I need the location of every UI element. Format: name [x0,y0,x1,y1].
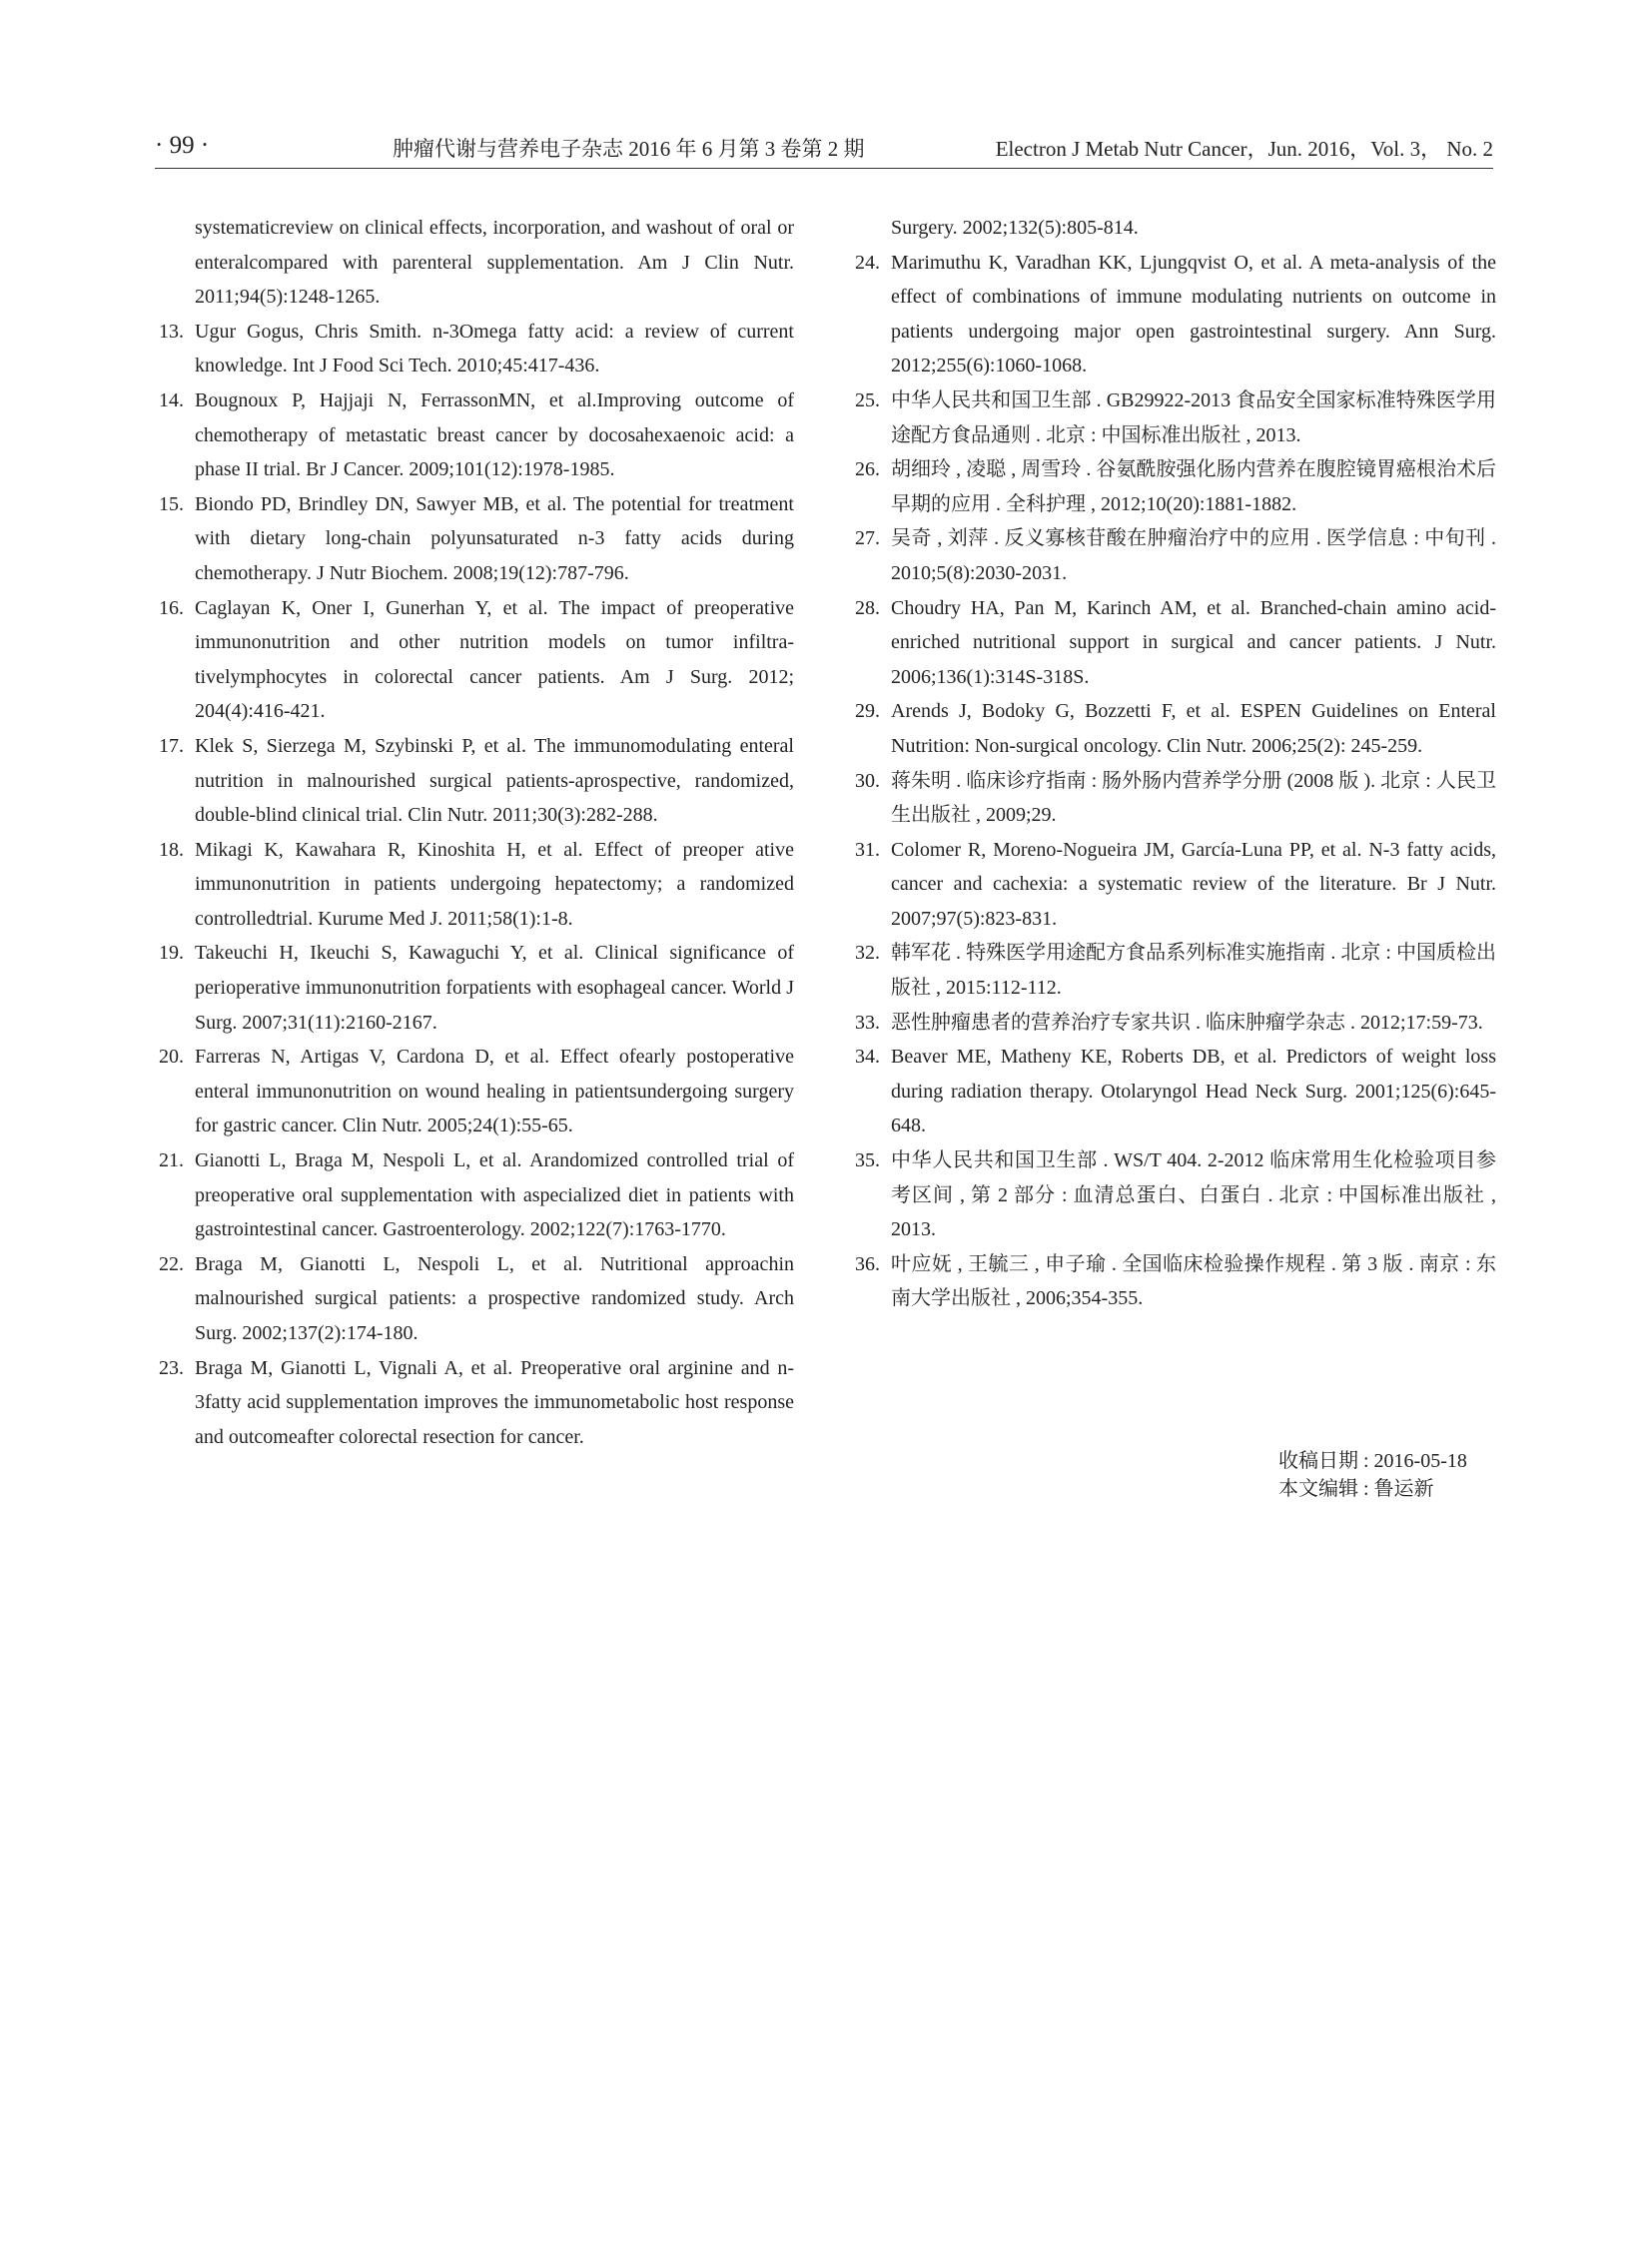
running-header [155,128,1493,169]
reference-item [855,1247,1496,1316]
reference-text: Takeuchi H, Ikeuchi S, Kawaguchi Y, et al. Clinical significance of perioperative immunonutrition forpatients with esophageal cancer. World J Surg. 2007;31(11):2160-2167. [195,942,794,1034]
reference-text: 韩军花 . 特殊医学用途配方食品系列标准实施指南 . 北京 : 中国质检出版社 , 2015:112-112. [891,942,1496,1000]
reference-text: 中华人民共和国卫生部 . GB29922-2013 食品安全国家标准特殊医学用途配方食品通则 . 北京 : 中国标准出版社 , 2013. [891,388,1496,446]
reference-text: systematicreview on clinical effects, incorporation, and washout of oral or enteralcompared with parenteral supplementation. Am J Clin Nutr. 2011;94(5):1248-1265. [195,217,794,309]
reference-number: 17. [159,734,184,757]
reference-text: 中华人民共和国卫生部 . WS/T 404. 2-2012 临床常用生化检验项目参考区间 , 第 2 部分 : 血清总蛋白、白蛋白 . 北京 : 中国标准出版社 , 2013. [891,1149,1496,1241]
reference-text: 胡细玲 , 凌聪 , 周雪玲 . 谷氨酰胺强化肠内营养在腹腔镜胃癌根治术后早期的应用 . 全科护理 , 2012;10(20):1881-1882. [891,458,1496,515]
reference-text: 叶应妩 , 王毓三 , 申子瑜 . 全国临床检验操作规程 . 第 3 版 . 南京 : 东南大学出版社 , 2006;354-355. [891,1252,1496,1310]
reference-number: 14. [159,388,184,411]
journal-title-en: Electron J Metab Nutr Cancer，Jun. 2016，Vol. 3， No. 2 [995,137,1493,161]
reference-text: Braga M, Gianotti L, Nespoli L, et al. Nutritional approachin malnourished surgical patients: a prospective randomized study. Arch Surg. 2002;137(2):174-180. [195,1252,794,1344]
reference-number: 33. [855,1011,880,1034]
reference-text: Colomer R, Moreno-Nogueira JM, García-Luna PP, et al. N-3 fatty acids, cancer and cachexia: a systematic review of the literature. Br J Nutr. 2007;97(5):823-831. [891,838,1496,930]
reference-item [855,833,1496,937]
reference-item [855,694,1496,763]
reference-number: 27. [855,527,880,550]
reference-text: 蒋朱明 . 临床诊疗指南 : 肠外肠内营养学分册 (2008 版 ). 北京 : 人民卫生出版社 , 2009;29. [891,769,1496,827]
reference-item [855,383,1496,452]
reference-number: 36. [855,1252,880,1275]
reference-number: 22. [159,1252,184,1275]
article-footer [1278,1447,1467,1503]
page-number: · 99 · [155,132,210,159]
reference-item [855,1006,1496,1041]
reference-number: 31. [855,838,880,861]
reference-item [159,383,794,487]
reference-text: Farreras N, Artigas V, Cardona D, et al. Effect ofearly postoperative enteral immunonutrition on wound healing in patientsundergoing surgery for gastric cancer. Clin Nutr. 2005;24(1):55-65. [195,1046,794,1137]
reference-number: 29. [855,700,880,723]
reference-number: 25. [855,388,880,411]
reference-text: Biondo PD, Brindley DN, Sawyer MB, et al. The potential for treatment with dietary long-chain polyunsaturated n-3 fatty acids during chemotherapy. J Nutr Biochem. 2008;19(12):787-796. [195,492,794,584]
reference-item [159,211,794,315]
reference-text: Bougnoux P, Hajjaji N, FerrassonMN, et al.Improving outcome of chemotherapy of metastatic breast cancer by docosahexaenoic acid: a phase II trial. Br J Cancer. 2009;101(12):1978-1985. [195,388,794,481]
reference-number: 32. [855,942,880,965]
reference-item [855,591,1496,695]
reference-item [159,1040,794,1143]
reference-text: Arends J, Bodoky G, Bozzetti F, et al. ESPEN Guidelines on Enteral Nutrition: Non-surgical oncology. Clin Nutr. 2006;25(2): 245-259. [891,700,1496,757]
reference-number: 30. [855,769,880,792]
reference-item [855,1040,1496,1143]
reference-number: 23. [159,1356,184,1379]
reference-text: Caglayan K, Oner I, Gunerhan Y, et al. The impact of preoperative immunonutrition and other nutrition models on tumor infiltra-tivelymphocytes in colorectal cancer patients. Am J Surg. 2012; 204(4):416-421. [195,596,794,723]
journal-title-cn: 肿瘤代谢与营养电子杂志 2016 年 6 月第 3 卷第 2 期 [393,137,865,161]
reference-item [855,764,1496,833]
reference-text: Ugur Gogus, Chris Smith. n-3Omega fatty acid: a review of current knowledge. Int J Food Sci Tech. 2010;45:417-436. [195,320,794,377]
reference-number: 24. [855,251,880,274]
reference-text: 恶性肿瘤患者的营养治疗专家共识 . 临床肿瘤学杂志 . 2012;17:59-73. [891,1011,1483,1034]
reference-number: 16. [159,596,184,619]
reference-number: 19. [159,942,184,965]
reference-text: Choudry HA, Pan M, Karinch AM, et al. Branched-chain amino acid-enriched nutritional support in surgical and cancer patients. J Nutr. 2006;136(1):314S-318S. [891,596,1496,688]
reference-item [159,1351,794,1455]
reference-item [159,1247,794,1351]
reference-number: 18. [159,838,184,861]
reference-item [159,591,794,729]
reference-text: Mikagi K, Kawahara R, Kinoshita H, et al. Effect of preoper ative immunonutrition in patients undergoing hepatectomy; a randomized controlledtrial. Kurume Med J. 2011;58(1):1-8. [195,838,794,930]
reference-number: 26. [855,458,880,481]
reference-item [159,487,794,591]
reference-text: Klek S, Sierzega M, Szybinski P, et al. The immunomodulating enteral nutrition in malnourished surgical patients-aprospective, randomized, double-blind clinical trial. Clin Nutr. 2011;30(3):282-288. [195,734,794,827]
reference-item [159,833,794,937]
reference-number: 34. [855,1046,880,1069]
reference-text: 吴奇 , 刘萍 . 反义寡核苷酸在肿瘤治疗中的应用 . 医学信息 : 中旬刊 . 2010;5(8):2030-2031. [891,527,1496,584]
received-date: 收稿日期 : 2016-05-18 [1278,1450,1467,1472]
reference-item [855,1143,1496,1247]
right-column-references [855,211,1496,1316]
reference-number: 15. [159,492,184,515]
reference-text: Gianotti L, Braga M, Nespoli L, et al. Arandomized controlled trial of preoperative oral supplementation with aspecialized diet in patients with gastrointestinal cancer. Gastroenterology. 2002;122(7):1763-1770. [195,1149,794,1241]
reference-item [159,1143,794,1247]
reference-number: 28. [855,596,880,619]
reference-number: 13. [159,320,184,343]
left-column-references [159,211,794,1454]
reference-text: Beaver ME, Matheny KE, Roberts DB, et al. Predictors of weight loss during radiation therapy. Otolaryngol Head Neck Surg. 2001;125(6):645-648. [891,1046,1496,1137]
reference-item [855,211,1496,246]
reference-item [855,521,1496,590]
reference-item [159,315,794,383]
reference-number: 20. [159,1046,184,1069]
reference-item [855,452,1496,521]
reference-item [855,936,1496,1005]
reference-item [159,729,794,833]
editor-credit: 本文编辑 : 鲁运新 [1278,1478,1434,1500]
reference-number: 35. [855,1149,880,1172]
reference-item [159,936,794,1040]
reference-text: Surgery. 2002;132(5):805-814. [891,217,1139,239]
reference-text: Braga M, Gianotti L, Vignali A, et al. Preoperative oral arginine and n-3fatty acid supplementation improves the immunometabolic host response and outcomeafter colorectal resection for cancer. [195,1356,794,1448]
reference-number: 21. [159,1149,184,1172]
reference-text: Marimuthu K, Varadhan KK, Ljungqvist O, et al. A meta-analysis of the effect of combinations of immune modulating nutrients on outcome in patients undergoing major open gastrointestinal surgery. Ann Surg. 2012;255(6):1060-1068. [891,251,1496,377]
reference-item [855,246,1496,383]
